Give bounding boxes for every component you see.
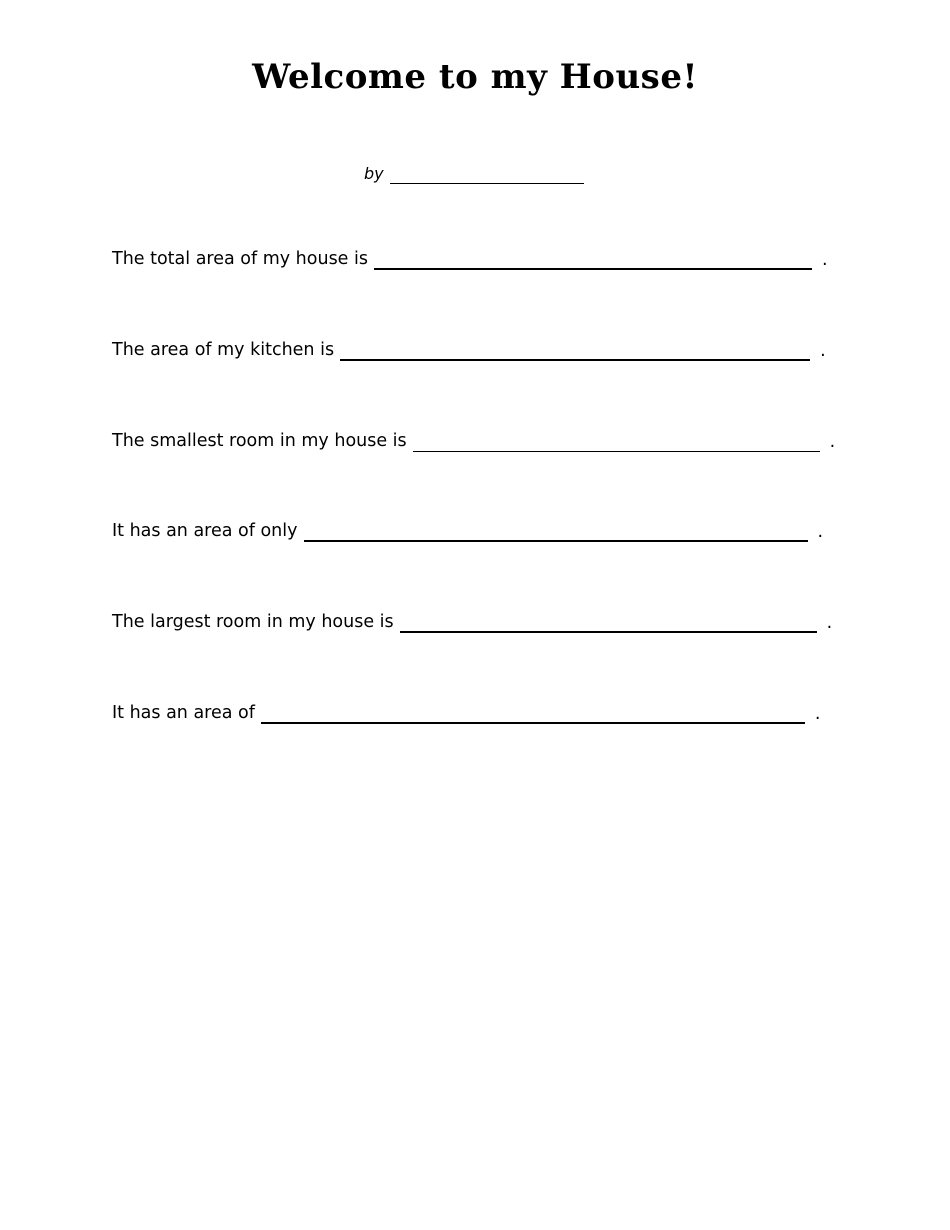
author-name-blank[interactable]	[390, 165, 584, 184]
statement-largest-room-area	[112, 698, 821, 724]
statement-period: .	[817, 522, 824, 542]
statement-period: .	[820, 341, 826, 361]
page-title: Welcome to my House!	[252, 57, 698, 97]
answer-blank-largest-room-area[interactable]	[261, 702, 805, 724]
statement-kitchen-area	[112, 335, 826, 361]
statement-total-area	[112, 244, 828, 270]
statement-prompt: It has an area of only	[112, 521, 298, 541]
statement-prompt: The area of my kitchen is	[112, 340, 335, 360]
byline	[364, 162, 584, 184]
statement-period: .	[829, 432, 836, 452]
answer-blank-largest-room[interactable]	[400, 611, 817, 633]
statement-period: .	[826, 613, 833, 633]
statement-prompt: The largest room in my house is	[112, 612, 394, 632]
byline-label: by	[364, 164, 384, 183]
statement-smallest-room	[112, 426, 835, 452]
answer-blank-kitchen-area[interactable]	[340, 339, 810, 361]
answer-blank-smallest-room[interactable]	[413, 431, 820, 452]
statement-largest-room	[112, 607, 832, 633]
answer-blank-total-area[interactable]	[374, 248, 812, 270]
statement-prompt: It has an area of	[112, 703, 255, 723]
statement-prompt: The smallest room in my house is	[112, 431, 407, 451]
statement-smallest-room-area	[112, 516, 823, 542]
answer-blank-smallest-room-area[interactable]	[304, 520, 808, 542]
statement-period: .	[822, 250, 828, 270]
statement-period: .	[814, 704, 821, 724]
statement-prompt: The total area of my house is	[112, 249, 368, 269]
